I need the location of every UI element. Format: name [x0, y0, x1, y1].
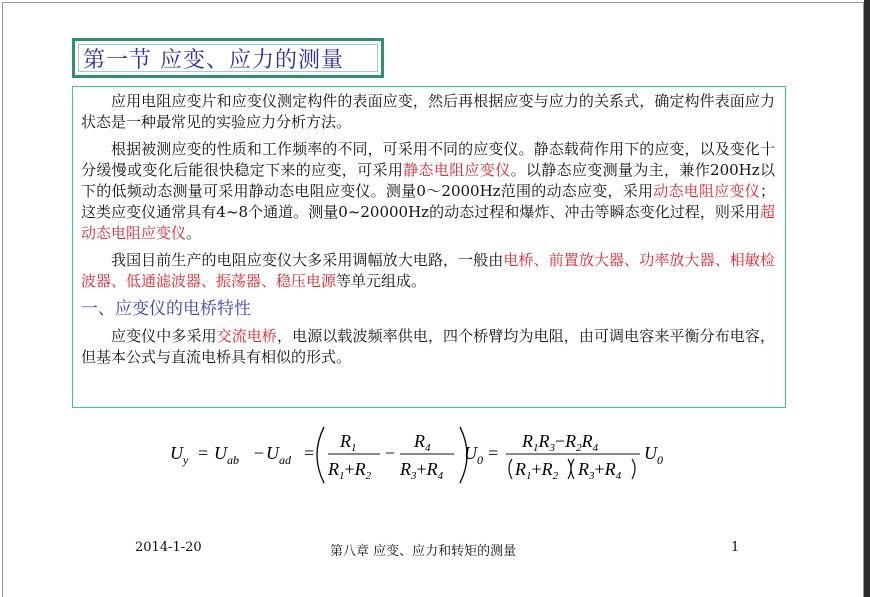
formula-eq3: = — [488, 443, 499, 463]
frac3-num: $R_1R_3-R_2R_4$ — [522, 431, 599, 454]
bridge-formula — [170, 425, 690, 485]
highlight-text: 交流电桥 — [216, 327, 278, 345]
footer-date: 2014-1-20 — [135, 540, 202, 555]
content-box — [72, 86, 786, 408]
formula-u0-1: $U_0$ — [464, 443, 483, 467]
den-paren-l2 — [571, 459, 574, 479]
frac2-den: $R_3+R_4$ — [400, 459, 444, 482]
footer-page-number: 1 — [731, 540, 740, 555]
paragraph-text: 我国目前生产的电阻应变仪大多采用调幅放大电路，一般由 — [111, 251, 504, 269]
formula-uab: $U_{ab}$ — [214, 443, 239, 467]
frac1-num: $R_1$ — [340, 431, 357, 454]
formula-uad: $U_{ad}$ — [266, 443, 291, 467]
paragraph-group — [81, 91, 775, 292]
paragraph-text: ；这类应变仪通常具有4~8个通道。测量0~20000Hz的动态过程和爆炸、冲击等瞬态变化过程，则采用 — [81, 182, 775, 221]
formula-u0-2: $U_0$ — [644, 443, 663, 467]
formula-eq1: = — [198, 443, 209, 463]
highlight-text: 超动态电阻应变仪 — [81, 203, 775, 242]
frac3-den-a: $R_1+R_2$ — [515, 459, 559, 482]
paragraph — [81, 91, 775, 133]
highlight-text: 电桥、前置放大器、功率放大器、相敏检波器、低通滤波器、振荡器、稳压电源 — [81, 251, 775, 290]
paragraph-text: 。以静态应变测量为主，兼作200Hz以下的低频动态测量可采用静动态电阻应变仪。测量0～2000Hz范围的动态应变，采用 — [81, 161, 775, 200]
formula-eq2: = — [304, 443, 315, 463]
highlight-text: 静态电阻应变仪 — [403, 161, 511, 179]
paragraph-after-heading — [81, 326, 775, 368]
paragraph — [81, 250, 775, 292]
formula-minus2: − — [385, 443, 396, 463]
footer-chapter: 第八章 应变、应力和转矩的测量 — [330, 544, 517, 559]
paragraph-text: 应变仪中多采用 — [111, 327, 217, 345]
formula-uy: $U_y$ — [170, 443, 189, 467]
paragraph-text: 等单元组成。 — [336, 272, 427, 290]
page-title — [72, 38, 384, 78]
frac2-num: $R_4$ — [414, 431, 431, 454]
frac1-den: $R_1+R_2$ — [328, 459, 372, 482]
highlight-text: 动态电阻应变仪 — [653, 182, 760, 200]
paragraph-text: 。 — [186, 224, 202, 242]
den-paren-r2 — [632, 459, 635, 479]
section-heading: 一、应变仪的电桥特性 — [81, 299, 251, 319]
den-paren-l1 — [509, 459, 512, 479]
page-title-text: 第一节 应变、应力的测量 — [83, 47, 344, 73]
paragraph-text: 根据被测应变的性质和工作频率的不同，可采用不同的应变仪。静态载荷作用下的应变，以及变化十分缓慢或变化后能很快稳定下来的应变，可采用 — [81, 140, 775, 179]
paragraph-text: ，电源以载波频率供电，四个桥臂均为电阻，由可调电容来平衡分布电容，但基本公式与直流电桥具有相似的形式。 — [81, 327, 775, 366]
paragraph — [81, 326, 775, 368]
formula-minus1: − — [254, 443, 265, 463]
frac3-den-b: $R_3+R_4$ — [578, 459, 622, 482]
scrollbar[interactable] — [864, 0, 870, 597]
paragraph-text: 应用电阻应变片和应变仪测定构件的表面应变，然后再根据应变与应力的关系式，确定构件表面应力状态是一种最常见的实验应力分析方法。 — [81, 92, 775, 131]
left-paren — [317, 427, 324, 483]
formula-svg — [170, 425, 690, 485]
paragraph — [81, 139, 775, 244]
